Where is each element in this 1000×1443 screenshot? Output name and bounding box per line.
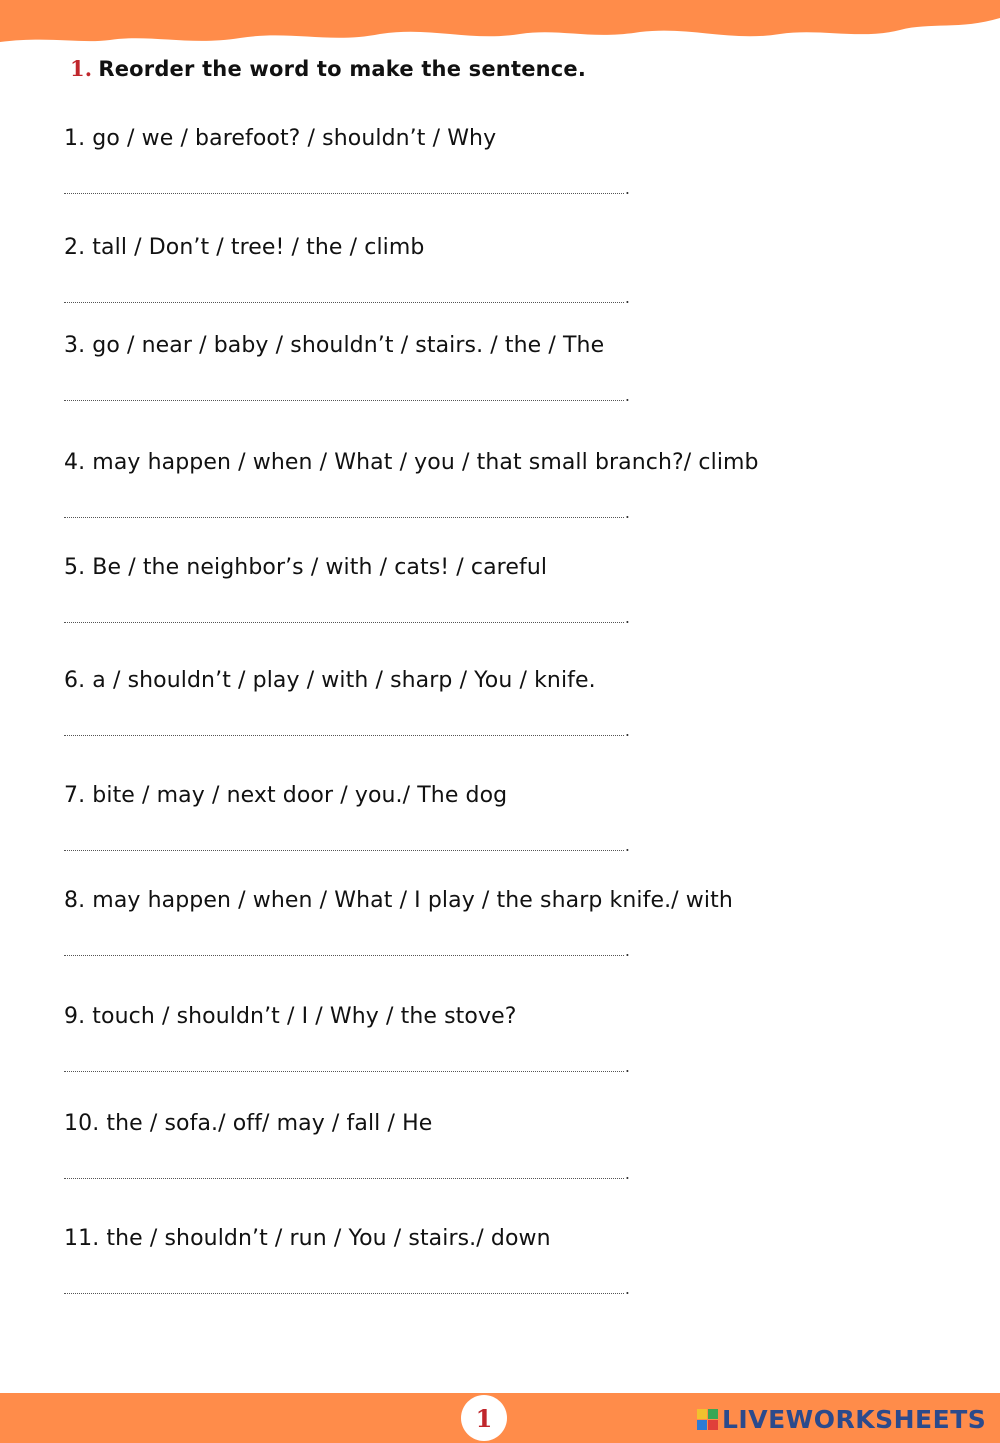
answer-line-7[interactable]: [64, 850, 624, 851]
question-number: 10.: [64, 1111, 100, 1136]
question-6: [64, 668, 596, 693]
instruction-heading: [70, 56, 586, 81]
question-number: 3.: [64, 333, 86, 358]
answer-line-10[interactable]: [64, 1178, 624, 1179]
answer-line-3[interactable]: [64, 400, 624, 401]
answer-line-4[interactable]: [64, 517, 624, 518]
question-text: go / near / baby / shouldn’t / stairs. / the / The: [92, 333, 605, 358]
question-number: 4.: [64, 450, 86, 475]
page-number: [461, 1395, 507, 1441]
question-text: touch / shouldn’t / I / Why / the stove?: [92, 1004, 517, 1029]
instruction-number: 1.: [70, 56, 93, 81]
question-number: 8.: [64, 888, 86, 913]
question-number: 6.: [64, 668, 86, 693]
question-8: [64, 888, 733, 913]
answer-line-1[interactable]: [64, 193, 624, 194]
question-10: [64, 1111, 432, 1136]
liveworksheets-logo: [697, 1405, 986, 1434]
answer-line-11[interactable]: [64, 1293, 624, 1294]
question-text: a / shouldn’t / play / with / sharp / You / knife.: [92, 668, 596, 693]
question-text: go / we / barefoot? / shouldn’t / Why: [92, 126, 497, 151]
question-text: the / sofa./ off/ may / fall / He: [106, 1111, 433, 1136]
page-number-text: 1: [475, 1403, 493, 1433]
logo-text: LIVEWORKSHEETS: [722, 1405, 987, 1434]
answer-line-8[interactable]: [64, 955, 624, 956]
instruction-text: Reorder the word to make the sentence.: [98, 57, 587, 81]
logo-blocks-icon: [697, 1409, 719, 1431]
top-wave-banner: [0, 0, 1000, 60]
question-number: 2.: [64, 235, 86, 260]
question-number: 7.: [64, 783, 86, 808]
question-number: 9.: [64, 1004, 86, 1029]
question-2: [64, 235, 424, 260]
question-text: Be / the neighbor’s / with / cats! / careful: [92, 555, 548, 580]
answer-line-2[interactable]: [64, 302, 624, 303]
answer-line-5[interactable]: [64, 622, 624, 623]
answer-line-9[interactable]: [64, 1071, 624, 1072]
question-11: [64, 1226, 551, 1251]
question-9: [64, 1004, 517, 1029]
question-text: may happen / when / What / you / that small branch?/ climb: [92, 450, 759, 475]
question-number: 11.: [64, 1226, 100, 1251]
question-5: [64, 555, 547, 580]
question-text: may happen / when / What / I play / the sharp knife./ with: [92, 888, 733, 913]
question-text: bite / may / next door / you./ The dog: [92, 783, 508, 808]
question-text: tall / Don’t / tree! / the / climb: [92, 235, 425, 260]
answer-line-6[interactable]: [64, 735, 624, 736]
question-text: the / shouldn’t / run / You / stairs./ down: [106, 1226, 551, 1251]
question-7: [64, 783, 507, 808]
question-3: [64, 333, 604, 358]
question-number: 5.: [64, 555, 86, 580]
question-4: [64, 450, 759, 475]
question-1: [64, 126, 496, 151]
question-number: 1.: [64, 126, 86, 151]
